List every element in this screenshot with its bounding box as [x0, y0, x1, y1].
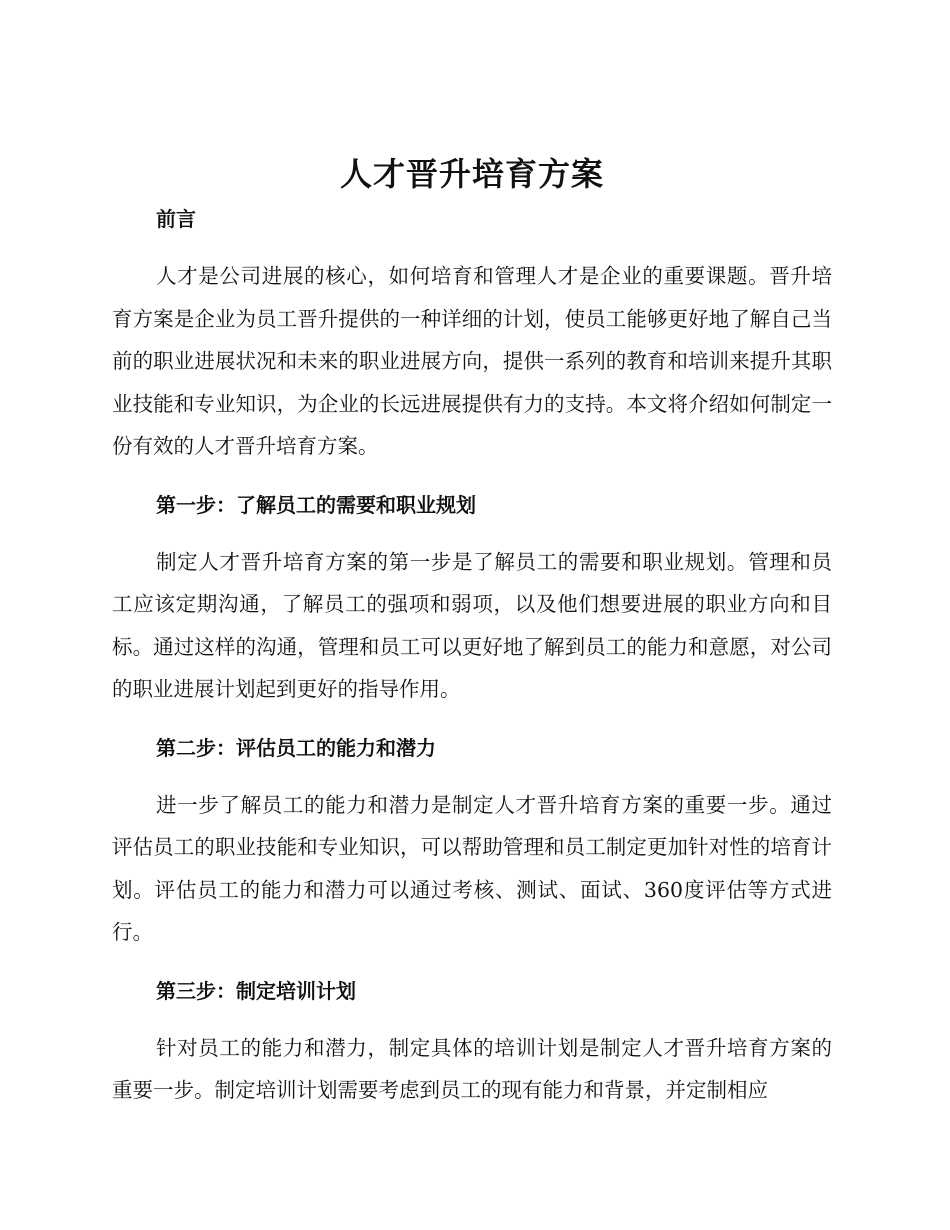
section-paragraph: 进一步了解员工的能力和潜力是制定人才晋升培育方案的重要一步。通过评估员工的职业技能和专业知识，可以帮助管理和员工制定更加针对性的培育计划。评估员工的能力和潜力可以通过考核、测试、面试、360度评估等方式进行。 [112, 792, 832, 944]
section-step-3 [112, 976, 832, 1112]
section-step-2 [112, 733, 832, 976]
section-paragraph: 人才是公司进展的核心，如何培育和管理人才是企业的重要课题。晋升培育方案是企业为员工晋升提供的一种详细的计划，使员工能够更好地了解自己当前的职业进展状况和未来的职业进展方向，提供一系列的教育和培训来提升其职业技能和专业知识，为企业的长远进展提供有力的支持。本文将介绍如何制定一份有效的人才晋升培育方案。 [112, 264, 832, 458]
section-heading: 第一步：了解员工的需要和职业规划 [156, 492, 476, 517]
section-preface [112, 204, 832, 490]
section-paragraph: 针对员工的能力和潜力，制定具体的培训计划是制定人才晋升培育方案的重要一步。制定培训计划需要考虑到员工的现有能力和背景，并定制相应 [112, 1035, 832, 1102]
section-step-1 [112, 490, 832, 733]
section-paragraph: 制定人才晋升培育方案的第一步是了解员工的需要和职业规划。管理和员工应该定期沟通，了解员工的强项和弱项，以及他们想要进展的职业方向和目标。通过这样的沟通，管理和员工可以更好地了解到员工的能力和意愿，对公司的职业进展计划起到更好的指导作用。 [112, 549, 832, 701]
document-page [112, 150, 832, 1112]
section-heading: 第二步：评估员工的能力和潜力 [156, 735, 436, 760]
section-heading: 第三步：制定培训计划 [156, 978, 356, 1003]
document-title: 人才晋升培育方案 [339, 155, 604, 193]
section-heading: 前言 [156, 207, 196, 231]
